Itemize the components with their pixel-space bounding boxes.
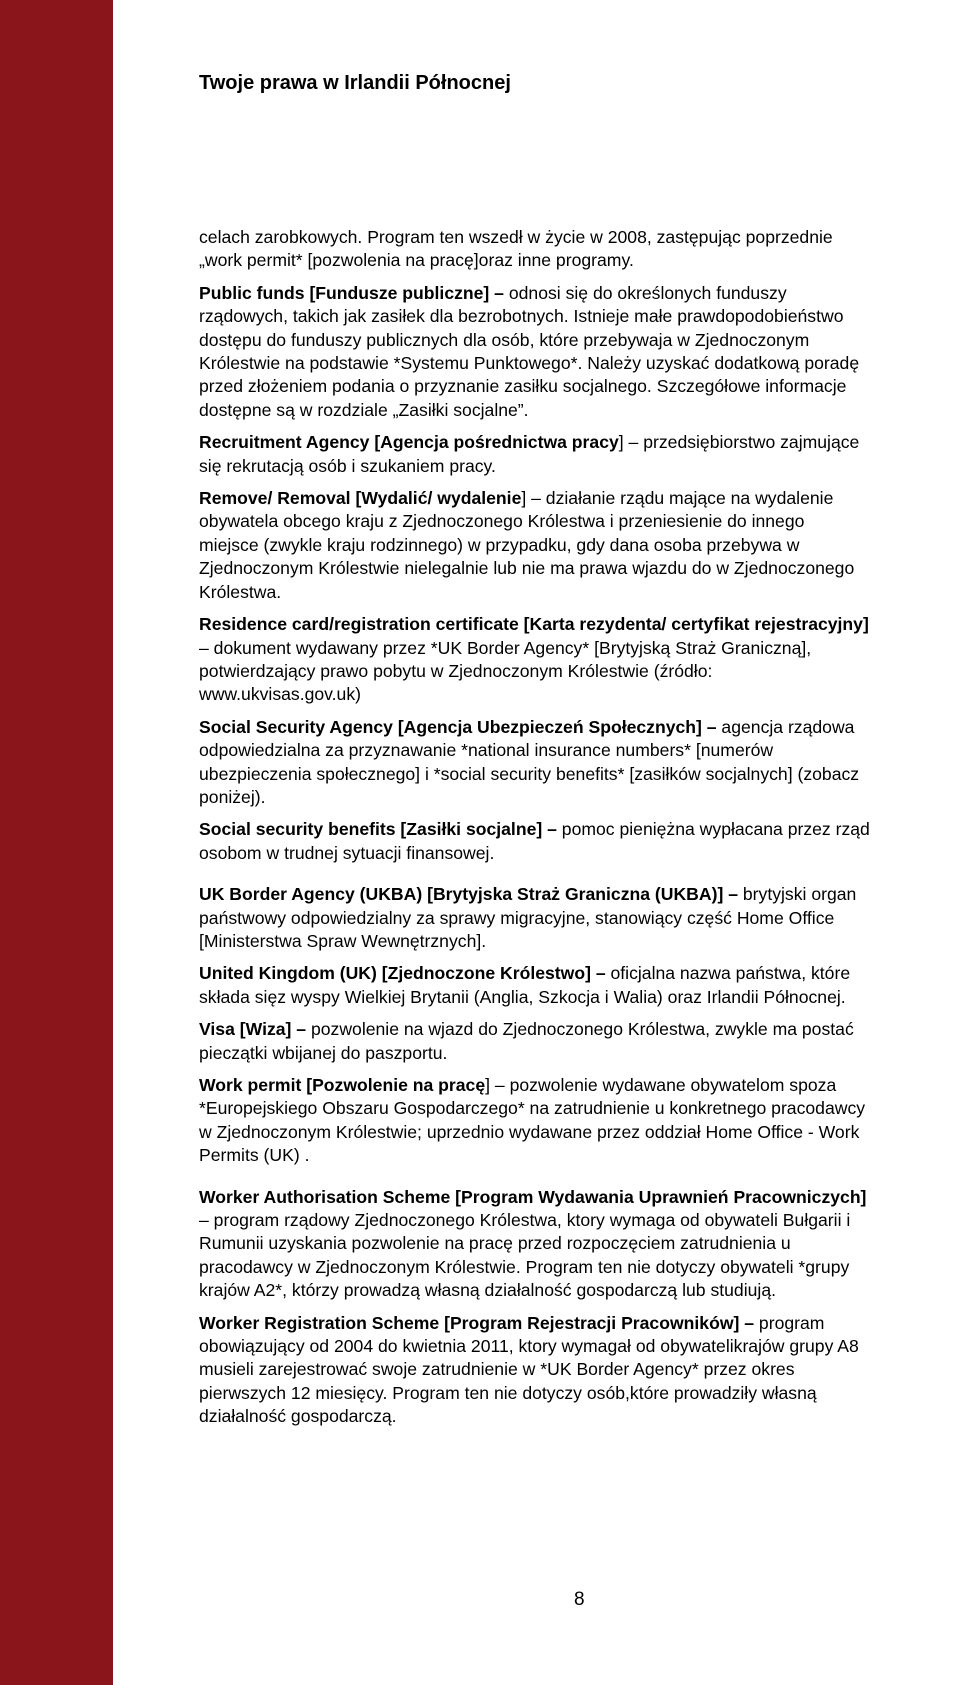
text-line: [Ministerstwa Spraw Wewnętrznych]. [199, 930, 487, 951]
definition-text: brytyjski organ [738, 884, 857, 905]
text-line: Królestwa. [199, 581, 282, 602]
text-line: Permits (UK) . [199, 1145, 310, 1166]
glossary-entry-united-kingdom [199, 962, 960, 1009]
glossary-entry-visa [199, 1018, 960, 1065]
text-line: – dokument wydawany przez *UK Border Agency* [Brytyjską Straż Graniczną], [199, 637, 812, 658]
text-line: potwierdzający prawo pobytu w Zjednoczonym Królestwie (źródło: [199, 660, 713, 681]
text-line: – program rządowy Zjednoczonego Królestwa, ktory wymaga od obywateli Bułgarii i [199, 1210, 851, 1231]
text-line: „work permit* [pozwolenia na pracę]oraz inne programy. [199, 250, 634, 271]
definition-text: oficjalna nazwa państwa, które [605, 963, 851, 984]
glossary-term: Worker Registration Scheme [Program Rejestracji Pracowników] – [199, 1312, 755, 1333]
definition-text: pozwolenie na wjazd do Zjednoczonego Królestwa, zwykle ma postać [306, 1019, 854, 1040]
text-line: Zjednoczonym Królestwie nielegalnie lub nie ma prawa wjazdu do w Zjednoczonego [199, 558, 855, 579]
text-line: działalność gospodarczą. [199, 1406, 397, 1427]
text-line: musieli zarejestrować swoje zatrudnienie w *UK Border Agency* przez okres [199, 1359, 795, 1380]
text-line: dostępne są w rozdziale „Zasiłki socjalne”. [199, 399, 529, 420]
sidebar-band [0, 0, 113, 1685]
definition-text: ] – pozwolenie wydawane obywatelom spoza [485, 1075, 837, 1095]
page-number: 8 [574, 1589, 585, 1610]
intro-paragraph [199, 226, 960, 273]
glossary-term: Public funds [Fundusze publiczne] – [199, 282, 504, 303]
glossary-term: Social Security Agency [Agencja Ubezpieczeń Społecznych] – [199, 716, 717, 737]
text-line: Królestwie na podstawie *Systemu Punktowego*. Należy uzyskać dodatkową poradę [199, 353, 860, 374]
definition-text: pomoc pieniężna wypłacana przez rząd [556, 819, 870, 840]
text-line: *Europejskiego Obszaru Gospodarczego* na zatrudnienie u konkretnego pracodawcy [199, 1098, 866, 1119]
text-line: osobom w trudnej sytuacji finansowej. [199, 842, 495, 863]
glossary-entry-worker-authorisation-scheme [199, 1186, 960, 1303]
glossary-entry-social-security-benefits [199, 818, 960, 865]
glossary-entry-residence-card [199, 613, 960, 707]
text-line: pracodawcy w Zjednoczonym Królestwie. Program ten nie dotyczy obywateli *grupy [199, 1256, 850, 1277]
text-line: rządowych, takich jak zasiłek dla bezrobotnych. Istnieje małe prawdopodobieństwo [199, 306, 844, 327]
glossary-entry-public-funds [199, 282, 960, 422]
glossary-entry-work-permit [199, 1074, 960, 1168]
document-body [199, 226, 960, 1438]
glossary-entry-recruitment-agency [199, 431, 960, 478]
text-line: pierwszych 12 miesięcy. Program ten nie dotyczy osób,które prowadziły własną [199, 1382, 817, 1403]
text-line: miejsce (zwykle kraju rodzinnego) w przypadku, gdy dana osoba przebywa w [199, 534, 800, 555]
text-line: celach zarobkowych. Program ten wszedł w życie w 2008, zastępując poprzednie [199, 227, 833, 247]
definition-text: odnosi się do określonych funduszy [503, 282, 787, 303]
definition-text: program [754, 1312, 825, 1333]
glossary-term: Visa [Wiza] – [199, 1019, 307, 1040]
text-line: www.ukvisas.gov.uk) [199, 684, 361, 705]
definition-text: ] – przedsiębiorstwo zajmujące [618, 432, 860, 453]
glossary-term: Work permit [Pozwolenie na pracę [199, 1075, 486, 1095]
glossary-term: UK Border Agency (UKBA) [Brytyjska Straż Graniczna (UKBA)] – [199, 884, 738, 905]
page-header-title: Twoje prawa w Irlandii Północnej [199, 72, 511, 94]
text-line: ubezpieczenia społecznego] i *social security benefits* [zasiłków socjalnych] (zobacz [199, 763, 860, 784]
text-line: krajów A2*, którzy prowadzą własną działalność gospodarczą lub studiują. [199, 1280, 776, 1301]
glossary-term: Remove/ Removal [Wydalić/ wydalenie [199, 488, 522, 509]
text-line: państwowy odpowiedzialny za sprawy migracyjne, stanowiący część Home Office [199, 907, 835, 928]
glossary-term: Worker Authorisation Scheme [Program Wydawania Uprawnień Pracowniczych] [199, 1186, 867, 1207]
text-line: poniżej). [199, 786, 266, 807]
text-line: dostępu do funduszy publicznych dla osób, które przebywaja w Zjednoczonym [199, 329, 810, 350]
text-line: Rumunii uzyskania pozwolenie na pracę przed rozpoczęciem zatrudnienia u [199, 1233, 791, 1254]
text-line: składa sięz wyspy Wielkiej Brytanii (Anglia, Szkocja i Walia) oraz Irlandii Północnej. [199, 986, 846, 1007]
glossary-term: Recruitment Agency [Agencja pośrednictwa pracy [199, 432, 619, 453]
definition-text: ] – działanie rządu mające na wydalenie [521, 488, 834, 509]
text-line: obywatela obcego kraju z Zjednoczonego Królestwa i przeniesienie do innego [199, 511, 805, 532]
definition-text: agencja rządowa [716, 716, 855, 737]
text-line: w Zjednoczonym Królestwie; uprzednio wydawane przez oddział Home Office - Work [199, 1121, 860, 1142]
glossary-entry-uk-border-agency [199, 883, 960, 953]
glossary-entry-removal [199, 487, 960, 604]
glossary-term: Residence card/registration certificate [Karta rezydenta/ certyfikat rejestracyjny] [199, 614, 869, 635]
text-line: pieczątki wbijanej do paszportu. [199, 1042, 448, 1063]
text-line: przed złożeniem podania o przyznanie zasiłku socjalnego. Szczegółowe informacje [199, 376, 847, 397]
text-line: się rekrutacją osób i szukaniem pracy. [199, 455, 496, 476]
glossary-entry-social-security-agency [199, 716, 960, 810]
text-line: odpowiedzialna za przyznawanie *national insurance numbers* [numerów [199, 740, 774, 761]
text-line: obowiązujący od 2004 do kwietnia 2011, ktory wymagał od obywatelikrajów grupy A8 [199, 1336, 859, 1357]
glossary-entry-worker-registration-scheme [199, 1312, 960, 1429]
glossary-term: Social security benefits [Zasiłki socjalne] – [199, 819, 557, 840]
glossary-term: United Kingdom (UK) [Zjednoczone Królestwo] – [199, 963, 606, 984]
